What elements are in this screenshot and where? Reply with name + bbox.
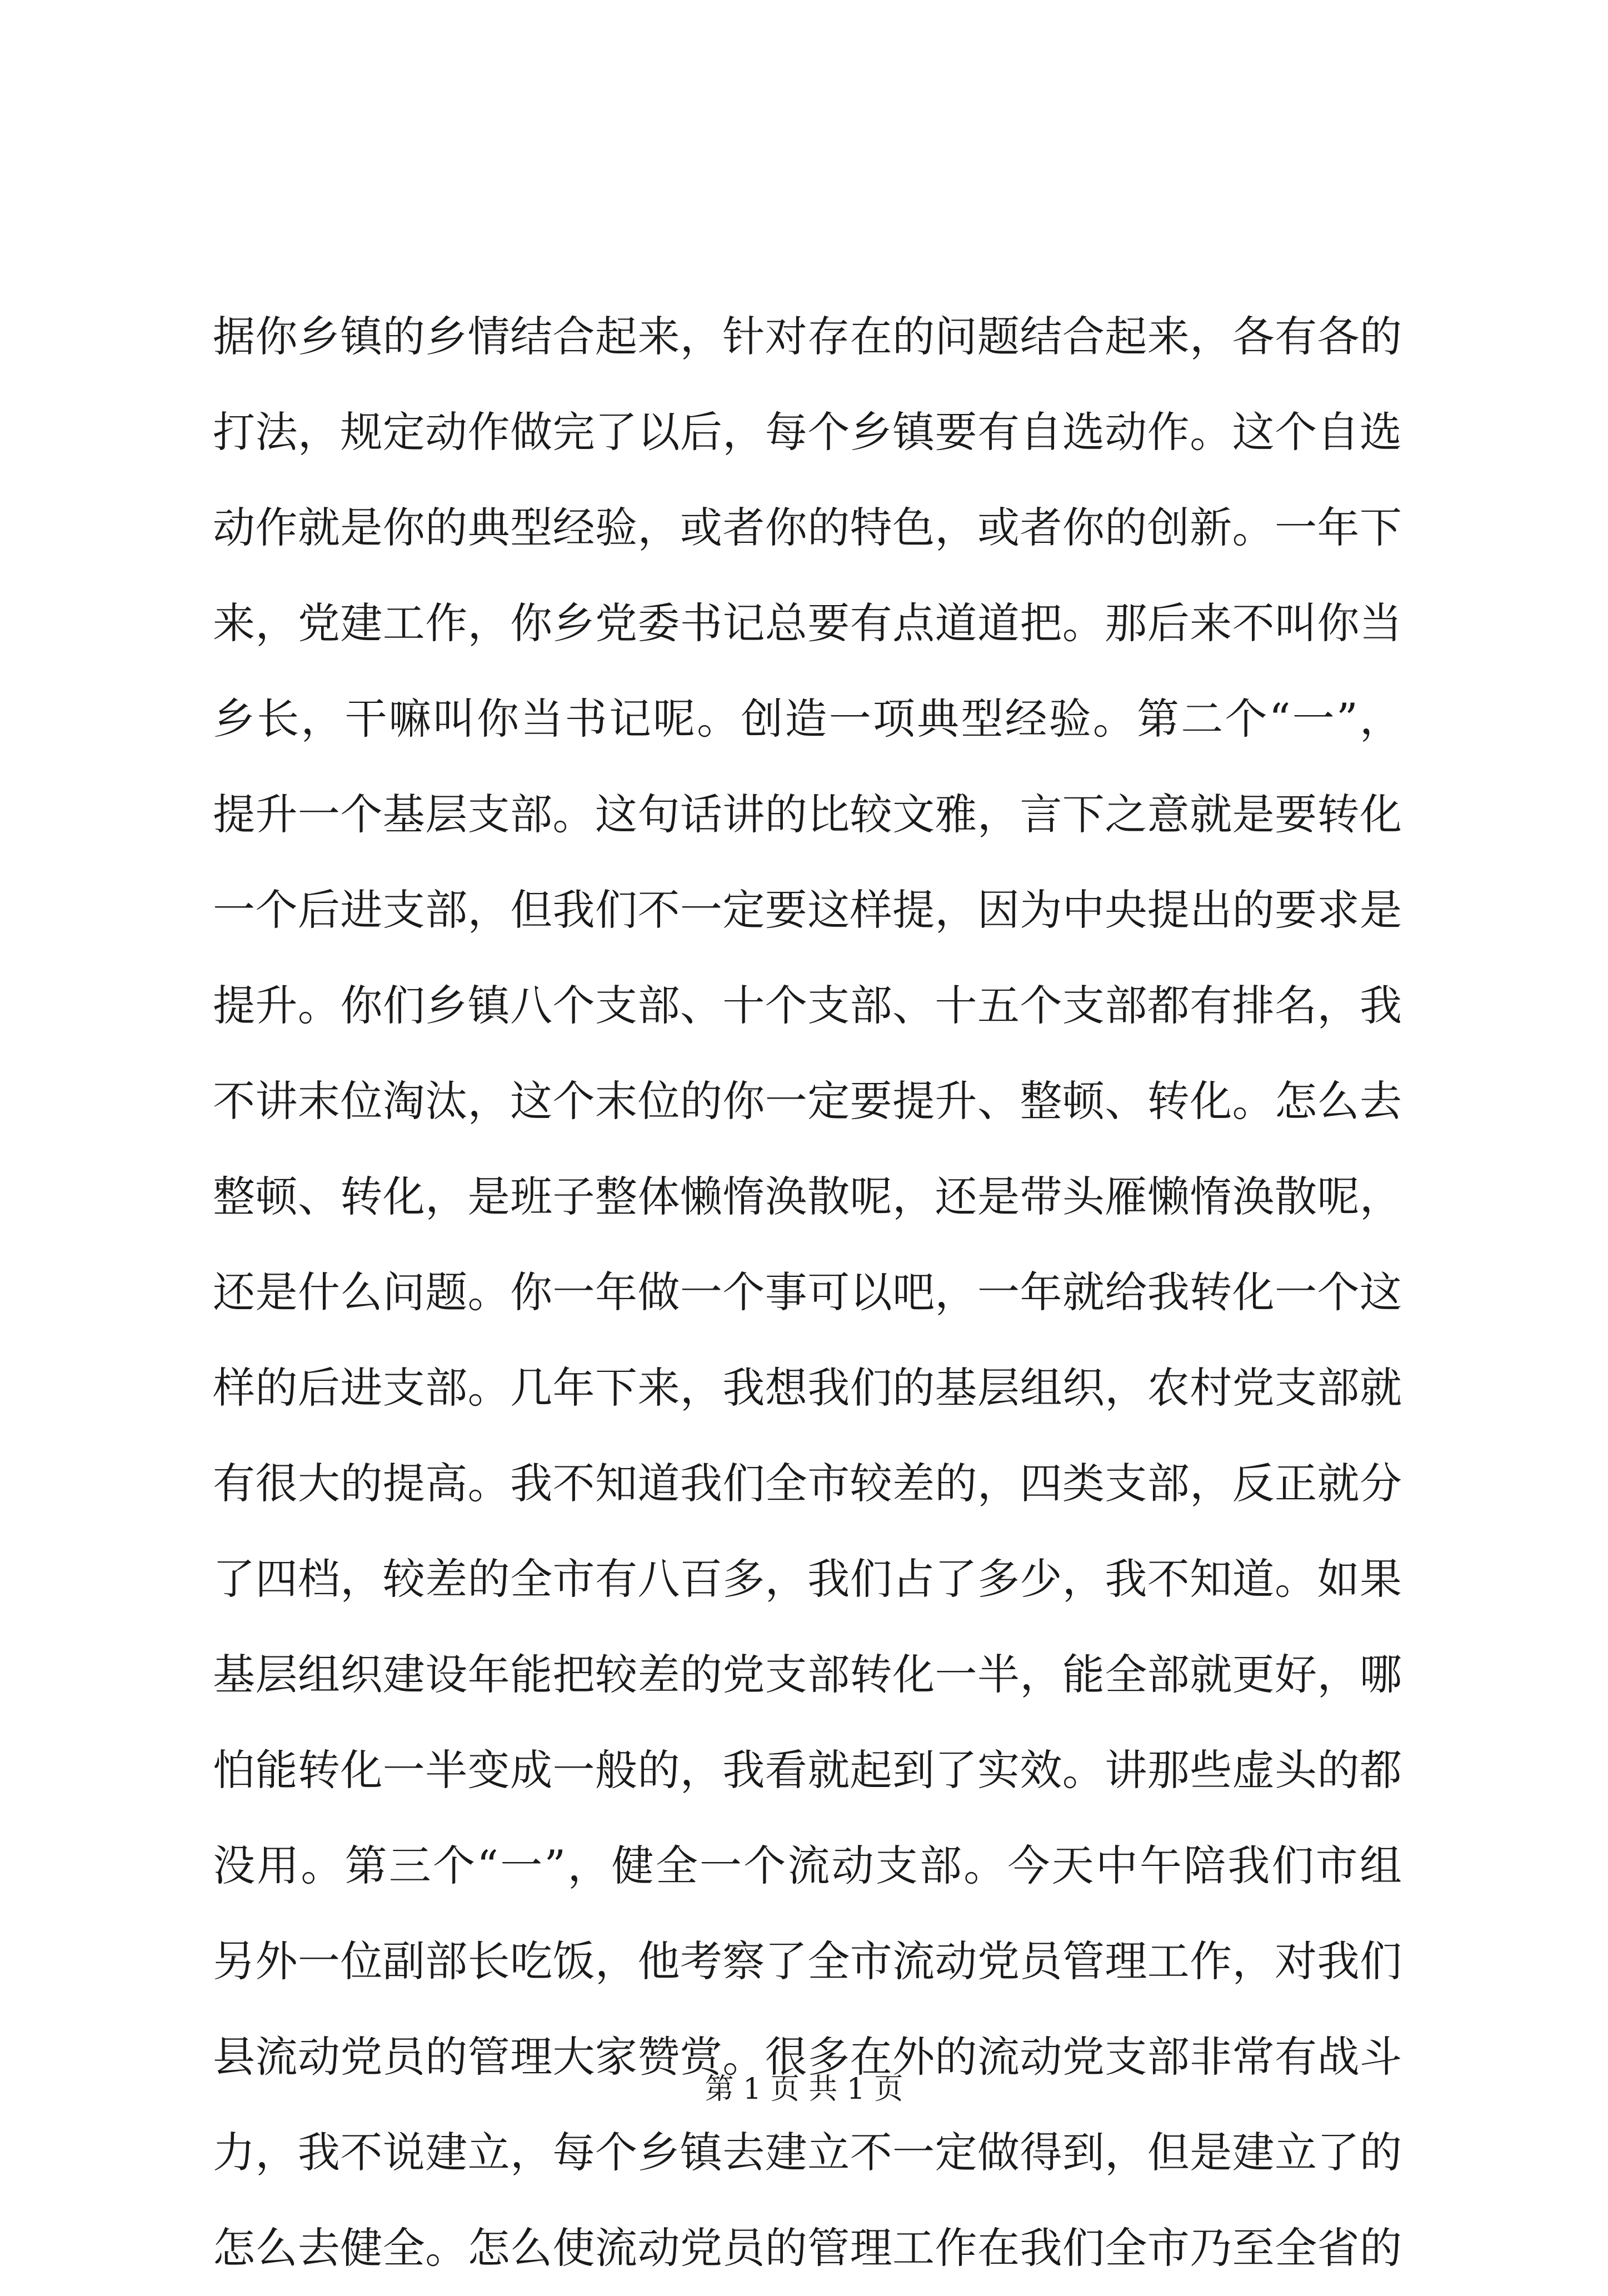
text-line: 还是什么问题。你一年做一个事可以吧，一年就给我转化一个这 <box>213 1267 1402 1317</box>
text-line: 样的后进支部。几年下来，我想我们的基层组织，农村党支部就 <box>213 1363 1402 1412</box>
text-line: 一个后进支部，但我们不一定要这样提，因为中央提出的要求是 <box>213 885 1402 935</box>
text-line: 整顿、转化，是班子整体懒惰涣散呢，还是带头雁懒惰涣散呢， <box>213 1172 1402 1221</box>
text-line: 另外一位副部长吃饭，他考察了全市流动党员管理工作，对我们 <box>213 1936 1402 1986</box>
text-line: 动作就是你的典型经验，或者你的特色，或者你的创新。一年下 <box>213 503 1402 552</box>
text-line: 了四档，较差的全市有八百多，我们占了多少，我不知道。如果 <box>213 1554 1402 1604</box>
text-line: 提升。你们乡镇八个支部、十个支部、十五个支部都有排名，我 <box>213 981 1402 1030</box>
text-line: 有很大的提高。我不知道我们全市较差的，四类支部，反正就分 <box>213 1459 1402 1508</box>
text-line: 不讲末位淘汰，这个末位的你一定要提升、整顿、转化。怎么去 <box>213 1076 1402 1126</box>
text-line: 县流动党员的管理大家赞赏。很多在外的流动党支部非常有战斗 <box>213 2032 1402 2082</box>
body-text <box>213 289 1402 2296</box>
text-line: 怎么去健全。怎么使流动党员的管理工作在我们全市乃至全省的 <box>213 2223 1402 2273</box>
text-line: 乡长，干嘛叫你当书记呢。创造一项典型经验。第二个“一”， <box>213 694 1402 743</box>
page-number-footer: 第 1 页 共 1 页 <box>705 2073 903 2106</box>
text-line: 据你乡镇的乡情结合起来，针对存在的问题结合起来，各有各的 <box>213 312 1402 361</box>
text-line: 力，我不说建立，每个乡镇去建立不一定做得到，但是建立了的 <box>213 2128 1402 2177</box>
text-line: 没用。第三个“一”，健全一个流动支部。今天中午陪我们市组 <box>213 1841 1402 1890</box>
text-line: 基层组织建设年能把较差的党支部转化一半，能全部就更好，哪 <box>213 1650 1402 1699</box>
text-line: 打法，规定动作做完了以后，每个乡镇要有自选动作。这个自选 <box>213 407 1402 457</box>
text-line: 怕能转化一半变成一般的，我看就起到了实效。讲那些虚头的都 <box>213 1745 1402 1795</box>
text-line: 提升一个基层支部。这句话讲的比较文雅，言下之意就是要转化 <box>213 790 1402 839</box>
text-line: 来，党建工作，你乡党委书记总要有点道道把。那后来不叫你当 <box>213 598 1402 648</box>
